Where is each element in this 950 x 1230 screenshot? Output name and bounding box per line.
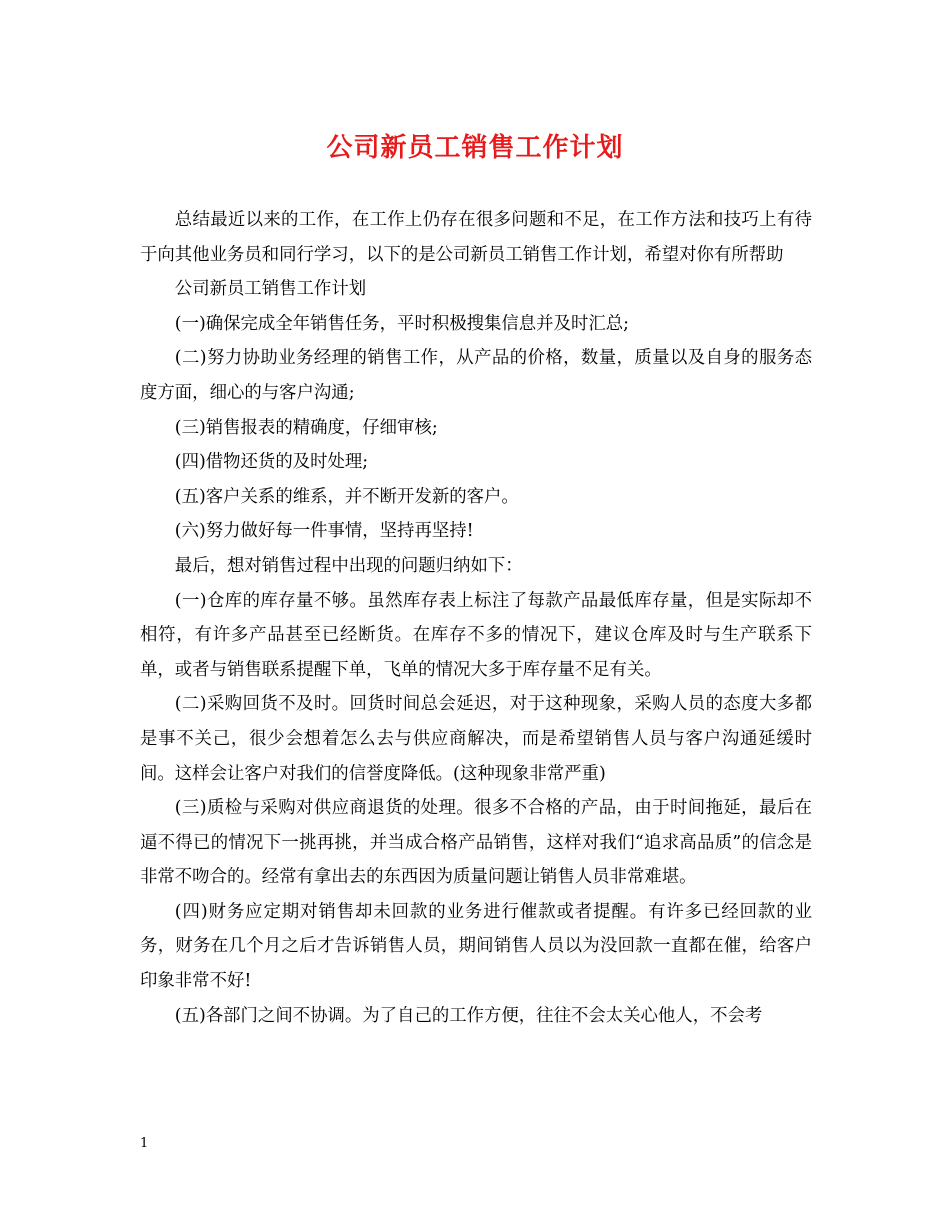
paragraph-issue-5: (五)各部门之间不协调。为了自己的工作方便，往往不会太关心他人，不会考	[174, 1005, 763, 1026]
paragraph-issue-3: (三)质检与采购对供应商退货的处理。很多不合格的产品，由于时间拖延，最后在逼不得已的情况下一挑再挑，并当成合格产品销售，这样对我们“追求高品质”的信念是非常不吻合的。经常有拿出去的东西因为质量问题让销售人员非常难堪。	[140, 798, 812, 888]
document-title: 公司新员工销售工作计划	[326, 133, 624, 163]
paragraph-intro: 总结最近以来的工作，在工作上仍存在很多问题和不足，在工作方法和技巧上有待于向其他业务员和同行学习，以下的是公司新员工销售工作计划，希望对你有所帮助	[140, 210, 812, 265]
page-number: 1	[140, 1136, 149, 1151]
paragraph-plan-heading: 公司新员工销售工作计划	[174, 279, 367, 300]
paragraph-plan-item-3: (三)销售报表的精确度，仔细审核;	[174, 417, 438, 438]
document-body	[140, 203, 812, 1033]
paragraph-plan-item-4: (四)借物还货的及时处理;	[174, 452, 369, 473]
paragraph-issue-1: (一)仓库的库存量不够。虽然库存表上标注了每款产品最低库存量，但是实际却不相符，有许多产品甚至已经断货。在库存不多的情况下，建议仓库及时与生产联系下单，或者与销售联系提醒下单，飞单的情况大多于库存量不足有关。	[140, 590, 812, 680]
paragraph-plan-item-2: (二)努力协助业务经理的销售工作，从产品的价格，数量，质量以及自身的服务态度方面，细心的与客户沟通;	[140, 348, 812, 403]
paragraph-issue-4: (四)财务应定期对销售却未回款的业务进行催款或者提醒。有许多已经回款的业务，财务在几个月之后才告诉销售人员，期间销售人员以为没回款一直都在催，给客户印象非常不好!	[140, 901, 812, 992]
paragraph-plan-item-5: (五)客户关系的维系，并不断开发新的客户。	[174, 486, 519, 507]
paragraph-plan-item-1: (一)确保完成全年销售任务，平时积极搜集信息并及时汇总;	[174, 313, 629, 334]
paragraph-issues-heading: 最后，想对销售过程中出现的问题归纳如下：	[174, 555, 523, 576]
paragraph-plan-item-6: (六)努力做好每一件事情，坚持再坚持!	[174, 521, 474, 542]
paragraph-issue-2: (二)采购回货不及时。回货时间总会延迟，对于这种现象，采购人员的态度大多都是事不关己，很少会想着怎么去与供应商解决，而是希望销售人员与客户沟通延缓时间。这样会让客户对我们的信誉度降低。(这种现象非常严重)	[140, 694, 812, 784]
